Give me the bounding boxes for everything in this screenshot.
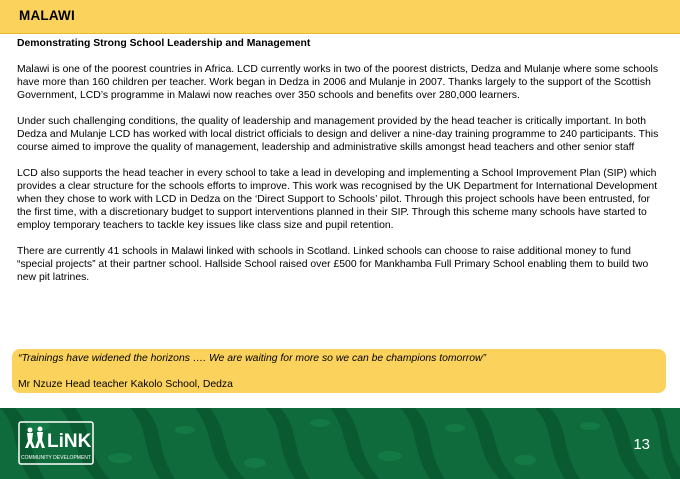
link-logo <box>18 421 94 465</box>
paragraph-leadership: Under such challenging conditions, the quality of leadership and management provided by the head teacher is critically important. In both Dedza and Mulanje LCD has worked with local district officials to design and deliver a nine-day training programme to 240 participants. This course aimed to improve the quality of management, leadership and administrative skills amongst head teachers and other senior staff <box>17 116 659 153</box>
paragraph-school-links: There are currently 41 schools in Malawi linked with schools in Scotland. Linked schools can choose to raise additional money to fund “special projects” at their partner school. Hallside School raised over £500 for Mankhamba Full Primary School enabling them to build two new pit latrines. <box>17 246 649 283</box>
header-bar <box>0 0 680 34</box>
paragraph-school-improvement: LCD also supports the head teacher in every school to take a lead in developing and implementing a School Improvement Plan (SIP) which provides a clear structure for the schools efforts to improve. This work was recognised by the UK Department for International Development when they chose to work with LCD in Dedza on the ‘Direct Support to Schools’ pilot. Through this project schools have been entrusted, for the first time, with a discretionary budget to support interventions planned in their SIP. Through this scheme many schools have started to employ temporary teachers to tackle key issues like class size and pupil retention. <box>17 168 658 231</box>
main-content <box>17 37 665 297</box>
quote-author: Mr Nzuze Head teacher Kakolo School, Dedza <box>18 379 233 390</box>
page-number: 13 <box>633 436 650 453</box>
quote-text: “Trainings have widened the horizons …. We are waiting for more so we can be champions tomorrow” <box>18 353 486 364</box>
quote-box <box>12 349 666 393</box>
footer-pattern <box>0 408 680 479</box>
logo-wordmark: LiNK <box>47 431 92 452</box>
footer-band <box>0 408 680 479</box>
link-logo-graphic <box>18 421 94 465</box>
page-title: MALAWI <box>19 8 75 23</box>
logo-subtext: COMMUNITY DEVELOPMENT <box>21 455 91 461</box>
paragraph-intro: Malawi is one of the poorest countries in Africa. LCD currently works in two of the poorest districts, Dedza and Mulanje where some schools have more than 160 children per teacher. Work began in Dedza in 2006 and Mulanje in 2007. Thanks largely to the support of the Scottish Government, LCD’s programme in Malawi now reaches over 350 schools and benefits over 280,000 learners. <box>17 64 659 101</box>
section-subtitle: Demonstrating Strong School Leadership and Management <box>17 38 311 49</box>
